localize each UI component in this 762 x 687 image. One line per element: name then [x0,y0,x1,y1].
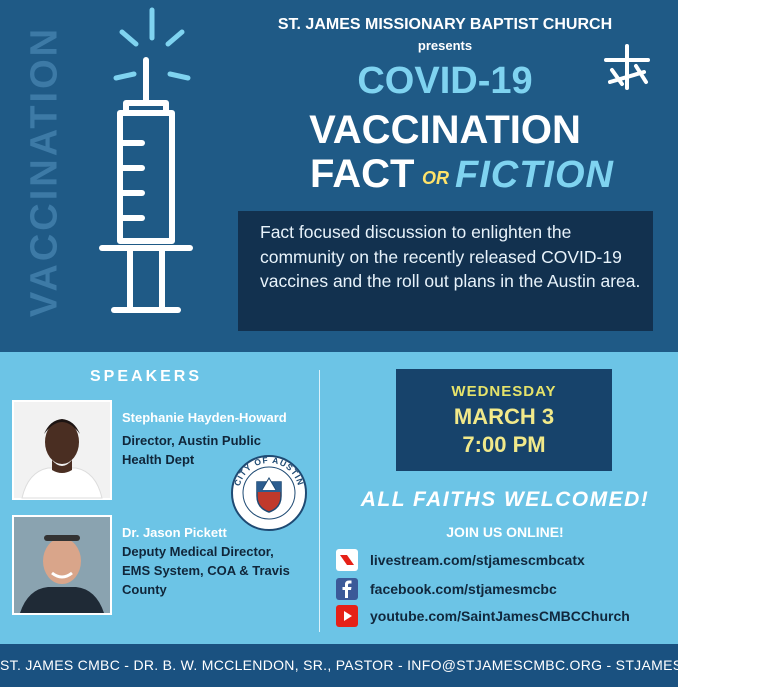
title-fact: FACT [310,152,415,196]
livestream-url[interactable]: livestream.com/stjamescmbcatx [370,552,585,568]
syringe-icon [80,8,210,338]
speaker-1-name: Stephanie Hayden-Howard [122,410,287,425]
event-day: WEDNESDAY [451,383,557,400]
facebook-icon [336,578,358,600]
facebook-link[interactable] [336,578,557,600]
speakers-heading: SPEAKERS [90,368,203,385]
title-fact-or-fiction [300,152,630,200]
footer-bar [0,644,762,687]
event-date-box [396,369,612,471]
church-name: ST. JAMES MISSIONARY BAPTIST CHURCH [277,16,613,33]
presents-text: presents [417,38,473,53]
vertical-divider [319,370,320,632]
speaker-2-portrait-icon [14,517,110,613]
title-vaccination: VACCINATION [309,108,581,152]
youtube-link[interactable] [336,605,630,627]
livestream-link[interactable] [336,549,585,571]
speaker-1-portrait-icon [14,402,110,498]
title-fiction: FICTION [455,154,614,196]
vertical-vaccination-text: VACCINATION [23,25,66,318]
youtube-icon [336,605,358,627]
youtube-url[interactable]: youtube.com/SaintJamesCMBCChurch [370,608,630,624]
livestream-icon [336,549,358,571]
speaker-1-role: Director, Austin Public Health Dept [122,433,261,467]
title-covid: COVID-19 [357,60,533,102]
seal-text: CITY OF AUSTIN [231,454,307,488]
join-online-heading: JOIN US ONLINE! [446,524,564,540]
footer-text: ST. JAMES CMBC - DR. B. W. MCCLENDON, SR., PASTOR - INFO@STJAMESCMBC.ORG - STJAMESCMBC.ORG [0,657,762,673]
speaker-2-role: Deputy Medical Director, EMS System, COA & Travis County [122,544,290,597]
event-time: 7:00 PM [462,432,546,457]
all-faiths-welcomed: ALL FAITHS WELCOMED! [360,488,650,511]
description-box [238,211,653,331]
description-text: Fact focused discussion to enlighten the community on the recently released COVID-19 vaccines and the roll out plans in the Austin area. [260,222,641,291]
top-section [0,0,678,352]
city-of-austin-seal [230,454,308,532]
facebook-url[interactable]: facebook.com/stjamesmcbc [370,581,557,597]
title-or: OR [422,168,449,188]
bottom-section [0,352,678,644]
event-date: MARCH 3 [453,404,555,429]
speaker-photo-2 [12,515,112,615]
speaker-photo-1 [12,400,112,500]
speaker-2-name: Dr. Jason Pickett [122,525,227,540]
